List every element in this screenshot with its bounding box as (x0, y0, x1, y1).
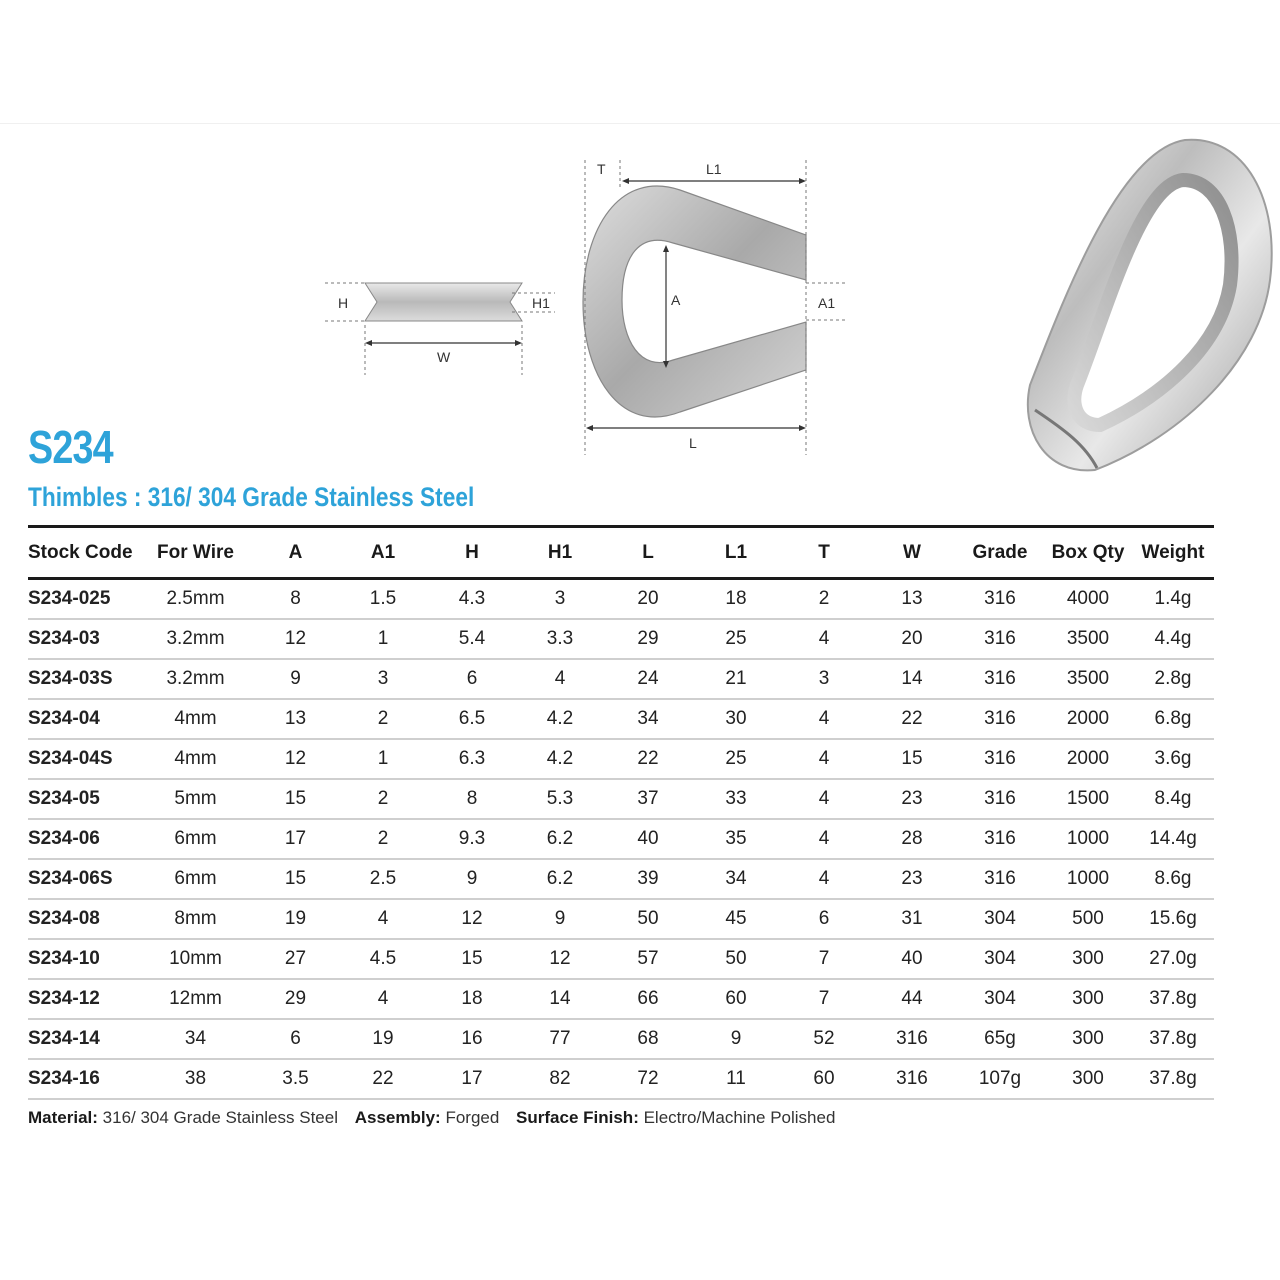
table-cell: S234-03S (28, 659, 138, 699)
table-cell: 6.8g (1132, 699, 1214, 739)
table-cell: 4 (780, 779, 868, 819)
table-cell: 1 (338, 619, 428, 659)
table-cell: S234-12 (28, 979, 138, 1019)
table-cell: 57 (604, 939, 692, 979)
table-cell: 25 (692, 619, 780, 659)
table-cell: 6 (428, 659, 516, 699)
table-cell: 4.5 (338, 939, 428, 979)
table-cell: 8.6g (1132, 859, 1214, 899)
table-cell: 4.4g (1132, 619, 1214, 659)
table-row (28, 899, 1214, 939)
label-h: H (338, 295, 349, 311)
footer-specs (28, 1108, 835, 1128)
table-cell: 6.2 (516, 859, 604, 899)
column-header: For Wire (138, 527, 253, 579)
side-view (325, 283, 555, 375)
table-cell: 31 (868, 899, 956, 939)
table-cell: 29 (604, 619, 692, 659)
table-cell: 6.3 (428, 739, 516, 779)
table-cell: S234-03 (28, 619, 138, 659)
table-cell: 8.4g (1132, 779, 1214, 819)
table-cell: 25 (692, 739, 780, 779)
table-cell: 19 (338, 1019, 428, 1059)
table-cell: 37.8g (1132, 979, 1214, 1019)
table-cell: 38 (138, 1059, 253, 1099)
label-w: W (437, 349, 451, 365)
table-cell: 2 (338, 699, 428, 739)
table-cell: 9 (692, 1019, 780, 1059)
table-cell: 37 (604, 779, 692, 819)
table-cell: 66 (604, 979, 692, 1019)
column-header: A1 (338, 527, 428, 579)
table-cell: 5mm (138, 779, 253, 819)
table-cell: 1000 (1044, 859, 1132, 899)
table-body (28, 579, 1214, 1100)
table-cell: 24 (604, 659, 692, 699)
table-cell: S234-06S (28, 859, 138, 899)
table-cell: 35 (692, 819, 780, 859)
table-cell: 3500 (1044, 619, 1132, 659)
table-cell: 29 (253, 979, 338, 1019)
table-cell: 9 (516, 899, 604, 939)
table-cell: 4.2 (516, 699, 604, 739)
table-cell: 2.5 (338, 859, 428, 899)
thimble-dimension-diagram (300, 150, 860, 470)
table-row (28, 659, 1214, 699)
column-header: L1 (692, 527, 780, 579)
table-row (28, 979, 1214, 1019)
table-cell: 4000 (1044, 579, 1132, 620)
table-cell: 37.8g (1132, 1059, 1214, 1099)
table-cell: 82 (516, 1059, 604, 1099)
finish-label: Surface Finish: (516, 1108, 639, 1127)
table-cell: 13 (253, 699, 338, 739)
table-cell: 6.5 (428, 699, 516, 739)
table-cell: 12 (253, 739, 338, 779)
table-cell: 4 (780, 859, 868, 899)
table-cell: 1 (338, 739, 428, 779)
table-cell: 5.4 (428, 619, 516, 659)
table-cell: 7 (780, 939, 868, 979)
table-cell: 2000 (1044, 699, 1132, 739)
table-cell: 17 (253, 819, 338, 859)
column-header: L (604, 527, 692, 579)
table-cell: 7 (780, 979, 868, 1019)
table-cell: 77 (516, 1019, 604, 1059)
table-cell: 12 (428, 899, 516, 939)
table-cell: 19 (253, 899, 338, 939)
table-cell: 9.3 (428, 819, 516, 859)
table-cell: 6 (780, 899, 868, 939)
table-row (28, 939, 1214, 979)
table-cell: 15 (253, 779, 338, 819)
table-cell: 316 (868, 1019, 956, 1059)
table-cell: 72 (604, 1059, 692, 1099)
table-cell: 45 (692, 899, 780, 939)
column-header: H (428, 527, 516, 579)
table-cell: 4 (780, 819, 868, 859)
table-cell: 13 (868, 579, 956, 620)
table-cell: 4 (338, 899, 428, 939)
table-row (28, 739, 1214, 779)
label-l: L (689, 435, 697, 451)
table-cell: 1.4g (1132, 579, 1214, 620)
assembly-value: Forged (445, 1108, 500, 1127)
table-cell: 11 (692, 1059, 780, 1099)
table-cell: 21 (692, 659, 780, 699)
table-cell: 2 (780, 579, 868, 620)
table-cell: 316 (956, 779, 1044, 819)
label-a1: A1 (818, 295, 836, 311)
table-cell: S234-04S (28, 739, 138, 779)
table-cell: 300 (1044, 979, 1132, 1019)
table-cell: 14 (516, 979, 604, 1019)
label-h1: H1 (532, 295, 550, 311)
table-cell: 68 (604, 1019, 692, 1059)
table-row (28, 699, 1214, 739)
table-cell: 60 (780, 1059, 868, 1099)
table-cell: 316 (956, 859, 1044, 899)
table-row (28, 1059, 1214, 1099)
table-cell: 50 (604, 899, 692, 939)
table-cell: 4mm (138, 699, 253, 739)
table-cell: 304 (956, 939, 1044, 979)
table-cell: 16 (428, 1019, 516, 1059)
table-cell: 1500 (1044, 779, 1132, 819)
table-cell: 23 (868, 859, 956, 899)
column-header: Weight (1132, 527, 1214, 579)
table-row (28, 619, 1214, 659)
table-cell: 3.2mm (138, 619, 253, 659)
product-code: S234 (28, 421, 113, 473)
table-cell: 20 (604, 579, 692, 620)
table-cell: 1.5 (338, 579, 428, 620)
column-header: Stock Code (28, 527, 138, 579)
table-cell: 3.5 (253, 1059, 338, 1099)
table-cell: 9 (253, 659, 338, 699)
column-header: Grade (956, 527, 1044, 579)
table-cell: S234-025 (28, 579, 138, 620)
table-cell: 12 (516, 939, 604, 979)
table-cell: 20 (868, 619, 956, 659)
table-cell: 40 (868, 939, 956, 979)
table-cell: S234-16 (28, 1059, 138, 1099)
table-cell: 40 (604, 819, 692, 859)
column-header: H1 (516, 527, 604, 579)
table-row (28, 859, 1214, 899)
table-cell: 34 (138, 1019, 253, 1059)
table-cell: 12mm (138, 979, 253, 1019)
table-cell: 30 (692, 699, 780, 739)
table-cell: 14.4g (1132, 819, 1214, 859)
table-cell: 15 (253, 859, 338, 899)
table-cell: 3 (516, 579, 604, 620)
table-cell: 300 (1044, 939, 1132, 979)
table-cell: 10mm (138, 939, 253, 979)
table-cell: 3500 (1044, 659, 1132, 699)
table-cell: 2000 (1044, 739, 1132, 779)
table-cell: 22 (338, 1059, 428, 1099)
table-cell: 2 (338, 819, 428, 859)
table-cell: 3.3 (516, 619, 604, 659)
table-cell: 6mm (138, 819, 253, 859)
label-t: T (597, 161, 606, 177)
table-cell: S234-04 (28, 699, 138, 739)
thimble-product-image (1005, 130, 1275, 475)
table-cell: 9 (428, 859, 516, 899)
table-cell: 34 (604, 699, 692, 739)
label-l1: L1 (706, 161, 722, 177)
table-cell: 4 (780, 739, 868, 779)
table-cell: 34 (692, 859, 780, 899)
table-cell: 4 (780, 699, 868, 739)
table-cell: 3 (338, 659, 428, 699)
table-cell: 4 (516, 659, 604, 699)
table-cell: 12 (253, 619, 338, 659)
table-cell: 300 (1044, 1059, 1132, 1099)
column-header: A (253, 527, 338, 579)
material-value: 316/ 304 Grade Stainless Steel (102, 1108, 338, 1127)
table-cell: 3 (780, 659, 868, 699)
table-cell: 17 (428, 1059, 516, 1099)
table-cell: 39 (604, 859, 692, 899)
table-cell: S234-10 (28, 939, 138, 979)
product-subtitle: Thimbles : 316/ 304 Grade Stainless Steel (28, 482, 475, 512)
table-cell: 6.2 (516, 819, 604, 859)
table-cell: 3.2mm (138, 659, 253, 699)
table-cell: 60 (692, 979, 780, 1019)
table-cell: 2 (338, 779, 428, 819)
table-cell: 316 (956, 739, 1044, 779)
table-cell: 65g (956, 1019, 1044, 1059)
table-cell: 107g (956, 1059, 1044, 1099)
table-cell: 4 (780, 619, 868, 659)
table-cell: 15 (868, 739, 956, 779)
table-cell: 14 (868, 659, 956, 699)
table-cell: 22 (868, 699, 956, 739)
table-cell: 52 (780, 1019, 868, 1059)
specification-table (28, 525, 1214, 1100)
material-label: Material: (28, 1108, 98, 1127)
label-a: A (671, 292, 681, 308)
table-cell: 304 (956, 979, 1044, 1019)
table-cell: 3.6g (1132, 739, 1214, 779)
table-cell: 2.5mm (138, 579, 253, 620)
table-cell: 8 (428, 779, 516, 819)
top-divider (0, 123, 1280, 124)
table-cell: 50 (692, 939, 780, 979)
table-cell: 27 (253, 939, 338, 979)
table-cell: 6mm (138, 859, 253, 899)
table-cell: 18 (428, 979, 516, 1019)
front-view (583, 160, 848, 455)
table-cell: 316 (956, 659, 1044, 699)
table-cell: 22 (604, 739, 692, 779)
table-cell: 4 (338, 979, 428, 1019)
table-cell: 4mm (138, 739, 253, 779)
table-cell: 2.8g (1132, 659, 1214, 699)
table-cell: S234-08 (28, 899, 138, 939)
table-row (28, 579, 1214, 620)
table-cell: 1000 (1044, 819, 1132, 859)
column-header: Box Qty (1044, 527, 1132, 579)
table-cell: 4.2 (516, 739, 604, 779)
table-cell: 27.0g (1132, 939, 1214, 979)
table-cell: S234-14 (28, 1019, 138, 1059)
column-header: T (780, 527, 868, 579)
table-cell: S234-05 (28, 779, 138, 819)
table-cell: 8mm (138, 899, 253, 939)
table-cell: 5.3 (516, 779, 604, 819)
table-cell: 316 (956, 579, 1044, 620)
table-header-row (28, 527, 1214, 579)
table-cell: 33 (692, 779, 780, 819)
table-row (28, 819, 1214, 859)
table-cell: 316 (956, 819, 1044, 859)
table-row (28, 779, 1214, 819)
table-cell: 23 (868, 779, 956, 819)
table-row (28, 1019, 1214, 1059)
table-cell: 316 (956, 699, 1044, 739)
assembly-label: Assembly: (354, 1108, 441, 1127)
table-cell: 28 (868, 819, 956, 859)
column-header: W (868, 527, 956, 579)
table-cell: 44 (868, 979, 956, 1019)
table-cell: 15.6g (1132, 899, 1214, 939)
table-cell: 300 (1044, 1019, 1132, 1059)
table-cell: 18 (692, 579, 780, 620)
table-cell: 4.3 (428, 579, 516, 620)
table-cell: 15 (428, 939, 516, 979)
finish-value: Electro/Machine Polished (643, 1108, 836, 1127)
table-cell: S234-06 (28, 819, 138, 859)
table-cell: 304 (956, 899, 1044, 939)
table-cell: 316 (956, 619, 1044, 659)
table-cell: 500 (1044, 899, 1132, 939)
table-cell: 6 (253, 1019, 338, 1059)
table-cell: 8 (253, 579, 338, 620)
table-cell: 316 (868, 1059, 956, 1099)
table-cell: 37.8g (1132, 1019, 1214, 1059)
